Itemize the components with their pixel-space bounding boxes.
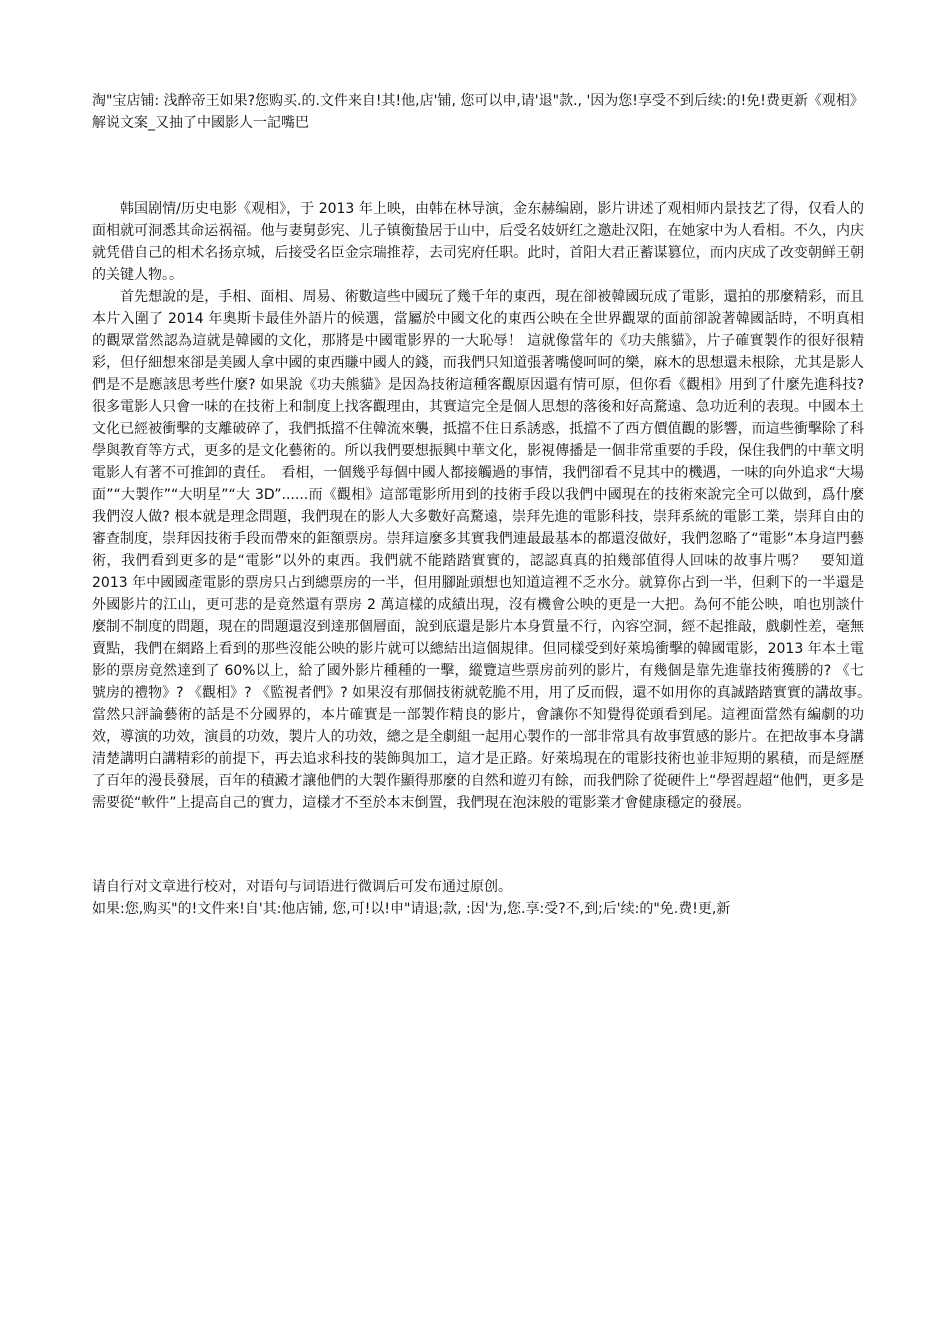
article-body [92,198,878,814]
document-page [92,90,878,920]
header-notice: 淘"宝店铺: 浅醉帝王如果?您购买.的.文件来自!其!他,店'铺, 您可以申,请'退"款., '因为您!享受不到后续:的!免!费更新《观相》解说文案_又抽了中國影人一記嘴巴 [92,93,864,131]
article-paragraph: 首先想說的是，手相、面相、周易、術數這些中國玩了幾千年的東西，現在卻被韓國玩成了電影，還拍的那麼精彩，而且本片入圍了 2014 年奧斯卡最佳外語片的候選，當屬於中國文化的東西公映在全世界觀眾的面前卻說著韓國話時，不明真相的觀眾當然認為這就是韓國的文化，那將是中國電影界的一大恥辱！ 這就像當年的《功夫熊貓》，片子確實製作的很好很精彩，但仔細想來卻是美國人拿中國的東西賺中國人的錢，而我們只知道張著嘴傻呵呵的樂，麻木的思想還未根除，尤其是影人們是不是應該思考些什麼? 如果說《功夫熊貓》是因為技術這種客觀原因還有情可原，但你看《觀相》用到了什麼先進科技? 很多電影人只會一味的在技術上和制度上找客觀理由，其實這完全是個人思想的落後和好高騖遠、急功近利的表現。中國本土文化已經被衝擊的支離破碎了，我們抵擋不住韓流來襲，抵擋不住日系誘惑，抵擋不了西方價值觀的影響，而這些衝擊除了科學與教育等方式，更多的是文化藝術的。所以我們要想振興中華文化，影視傳播是一個非常重要的手段，保住我們的中華文明電影人有著不可推卸的責任。 看相，一個幾乎每個中國人都接觸過的事情，我們卻看不見其中的機遇，一味的向外追求“大場面”“大製作”“大明星”“大 3D”......而《觀相》這部電影所用到的技術手段以我們中國現在的技術來說完全可以做到，爲什麼我們沒人做? 根本就是理念問題，我們現在的影人大多數好高騖遠，崇拜先進的電影科技，崇拜系統的電影工業，崇拜自由的審查制度，崇拜因技術手段而帶來的鉅額票房。崇拜這麼多其實我們連最最基本的都還沒做好，我們忽略了“電影”本身這門藝術，我們看到更多的是“電影”以外的東西。我們就不能踏踏實實的，認認真真的拍幾部值得人回味的故事片嗎？ 要知道 2013 年中國國產電影的票房只占到總票房的一半，但用腳趾頭想也知道這裡不乏水分。就算你占到一半，但剩下的一半還是外國影片的江山，更可悲的是竟然還有票房 2 萬這樣的成績出現，沒有機會公映的更是一大把。為何不能公映，咱也別談什麼制不制度的問題，現在的問題還沒到達那個層面，說到底還是影片本身質量不行，內容空洞，經不起推敲，戲劇性差，毫無賣點，我們在網路上看到的那些沒能公映的影片就可以總結出這個規律。但同樣受到好萊塢衝擊的韓國電影，2013 年本土電影的票房竟然達到了 60%以上，給了國外影片種種的一擊，縱覽這些票房前列的影片，有幾個是靠先進靠技術獲勝的? 《七號房的禮物》? 《觀相》? 《監視者們》? 如果沒有那個技術就乾脆不用，用了反而假，還不如用你的真誠踏踏實實的講故事。 當然只評論藝術的話是不分國界的，本片確實是一部製作精良的影片，會讓你不知覺得從頭看到尾。這裡面當然有編劇的功效，導演的功效，演員的功效，製片人的功效，總之是全劇組一起用心製作的一部非常具有故事質感的影片。在把故事本身講清楚講明白講精彩的前提下，再去追求科技的裝飾與加工，這才是正路。好萊塢現在的電影技術也並非短期的累積，而是經歷了百年的漫長發展，百年的積澱才讓他們的大製作顯得那麼的自然和遊刃有餘，而我們除了從硬件上“學習趕超“他們，更多是需要從“軟件”上提高自己的實力，這樣才不至於本末倒置，我們現在泡沫般的電影業才會健康穩定的發展。 [92,289,878,811]
footer-notice [92,876,864,920]
footer-line: 请自行对文章进行校对，对语句与词语进行微调后可发布通过原创。 [92,879,512,895]
article-paragraph: 韩国剧情/历史电影《观相》，于 2013 年上映，由韩在林导演，金东赫编剧，影片讲述了观相师内景技艺了得，仅看人的面相就可洞悉其命运祸福。他与妻舅彭宪、儿子镇衡蛰居于山中，后受名妓妍红之邀赴汉阳，在她家中为人看相。不久，内庆就凭借自己的相术名扬京城，后接受名臣金宗瑞推荐，去司宪府任职。此时，首阳大君正蓄谋篡位，而内庆成了改变朝鲜王朝的关键人物。。 [92,201,864,283]
footer-line: 如果:您,购买"的!文件来!自'其:他店铺, 您,可!以!申"请退;款, :因'为,您.享:受?不,到;后'续:的"免.费!更,新 [92,901,731,917]
